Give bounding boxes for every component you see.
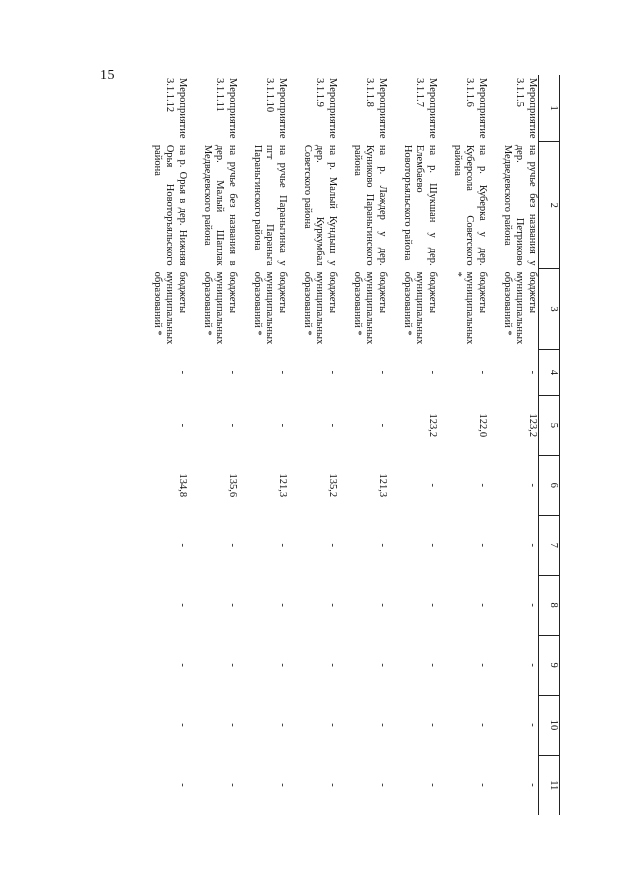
column-header-9: 9: [539, 635, 560, 695]
value-col-11: -: [177, 783, 188, 787]
table-row: [288, 75, 338, 815]
value-col-11: -: [277, 783, 288, 787]
location: на ручье без названия в дер. Малый Шаплак Медведевского района: [201, 144, 238, 266]
value-col-4: -: [177, 370, 188, 375]
value-col-5: 122,0: [477, 413, 488, 438]
measure-name: Мероприятие 3.1.1.5: [514, 78, 538, 139]
funding-source: бюджеты муниципальных образований *: [301, 271, 338, 345]
value-col-9: -: [227, 663, 238, 667]
value-col-4: -: [377, 370, 388, 375]
location: на ручье без названия у дер. Петриково Медведевского района: [501, 144, 538, 266]
value-col-6: -: [427, 483, 438, 488]
value-col-10: -: [177, 723, 188, 727]
column-header-7: 7: [539, 515, 560, 575]
value-col-7: -: [377, 543, 388, 547]
table-row: [388, 75, 438, 815]
rotated-table-wrapper: [120, 75, 560, 815]
value-col-11: -: [227, 783, 238, 787]
value-col-9: -: [477, 663, 488, 667]
funding-source: бюджеты муниципальных образований *: [251, 271, 288, 345]
value-col-8: -: [477, 603, 488, 607]
value-col-10: -: [477, 723, 488, 727]
value-col-9: -: [377, 663, 388, 667]
value-col-10: -: [427, 723, 438, 727]
value-col-9: -: [277, 663, 288, 667]
value-col-8: -: [227, 603, 238, 607]
value-col-6: 121,3: [377, 473, 388, 498]
value-col-11: -: [427, 783, 438, 787]
measure-name: Мероприятие 3.1.1.6: [464, 78, 488, 139]
value-col-10: -: [377, 723, 388, 727]
column-header-4: 4: [539, 349, 560, 395]
value-col-7: -: [177, 543, 188, 547]
column-header-5: 5: [539, 395, 560, 455]
value-col-6: -: [527, 483, 538, 488]
location: на р. Малый Кундыш у дер. Куркумбал Советского района: [301, 144, 338, 266]
value-col-4: -: [527, 370, 538, 375]
header-row: [539, 75, 560, 815]
value-col-4: -: [227, 370, 238, 375]
measure-name: Мероприятие 3.1.1.8: [364, 78, 388, 139]
value-col-4: -: [477, 370, 488, 375]
column-header-10: 10: [539, 695, 560, 755]
funding-source: бюджеты муниципальных образований *: [151, 271, 188, 345]
value-col-8: -: [327, 603, 338, 607]
value-col-8: -: [427, 603, 438, 607]
value-col-11: -: [527, 783, 538, 787]
value-col-5: -: [227, 423, 238, 428]
location: на р. Куберка у дер. Куберсола Советского района: [451, 144, 488, 266]
value-col-10: -: [227, 723, 238, 727]
location: на р. Шукшан у дер. Елембаево Новоторъяльского района: [401, 144, 438, 266]
table-row: [188, 75, 238, 815]
value-col-11: -: [477, 783, 488, 787]
value-col-9: -: [327, 663, 338, 667]
column-header-1: 1: [539, 75, 560, 142]
measure-name: Мероприятие 3.1.1.11: [214, 78, 238, 139]
value-col-10: -: [277, 723, 288, 727]
value-col-5: 123,2: [427, 413, 438, 438]
table-row: [132, 75, 188, 815]
funding-source: бюджеты муниципальных образований *: [401, 271, 438, 345]
table-row: [438, 75, 488, 815]
value-col-6: 135,6: [227, 473, 238, 498]
value-col-6: 135,2: [327, 473, 338, 498]
value-col-7: -: [427, 543, 438, 547]
value-col-5: -: [327, 423, 338, 428]
measure-name: Мероприятие 3.1.1.10: [264, 78, 288, 139]
value-col-6: 134,8: [177, 473, 188, 498]
value-col-8: -: [377, 603, 388, 607]
funding-source: бюджеты муниципальных *: [451, 271, 488, 345]
value-col-7: -: [527, 543, 538, 547]
measure-name: Мероприятие 3.1.1.12: [164, 78, 188, 139]
column-header-2: 2: [539, 142, 560, 269]
column-header-11: 11: [539, 755, 560, 815]
value-col-7: -: [277, 543, 288, 547]
value-col-9: -: [427, 663, 438, 667]
funding-source: бюджеты муниципальных образований *: [351, 271, 388, 345]
value-col-5: -: [277, 423, 288, 428]
value-col-4: -: [427, 370, 438, 375]
page-number: 15: [100, 68, 115, 83]
value-col-11: -: [327, 783, 338, 787]
value-col-5: -: [377, 423, 388, 428]
value-col-8: -: [277, 603, 288, 607]
location: на р. Орья в дер. Нижняя Орья Новоторъяльского района: [151, 144, 188, 266]
value-col-10: -: [327, 723, 338, 727]
value-col-4: -: [277, 370, 288, 375]
value-col-9: -: [527, 663, 538, 667]
value-col-11: -: [377, 783, 388, 787]
value-col-8: -: [527, 603, 538, 607]
value-col-7: -: [477, 543, 488, 547]
funding-source: бюджеты муниципальных образований *: [501, 271, 538, 345]
value-col-7: -: [327, 543, 338, 547]
table-row: [488, 75, 539, 815]
value-col-10: -: [527, 723, 538, 727]
measure-name: Мероприятие 3.1.1.7: [414, 78, 438, 139]
value-col-6: -: [477, 483, 488, 488]
value-col-8: -: [177, 603, 188, 607]
value-col-7: -: [227, 543, 238, 547]
funding-source: бюджеты муниципальных образований *: [201, 271, 238, 345]
table-row: [238, 75, 288, 815]
location: на ручье Параньгинка у пгт Параньга Параньгинского района: [251, 144, 288, 266]
column-header-8: 8: [539, 575, 560, 635]
value-col-4: -: [327, 370, 338, 375]
column-header-6: 6: [539, 455, 560, 515]
value-col-9: -: [177, 663, 188, 667]
value-col-5: 123,2: [527, 413, 538, 438]
table-row: [338, 75, 388, 815]
value-col-6: 121,3: [277, 473, 288, 498]
value-col-5: -: [177, 423, 188, 428]
measure-name: Мероприятие 3.1.1.9: [314, 78, 338, 139]
funding-table: [132, 75, 560, 815]
location: на р. Лаждер у дер. Куниково Параньгинского района: [351, 144, 388, 266]
column-header-3: 3: [539, 269, 560, 350]
